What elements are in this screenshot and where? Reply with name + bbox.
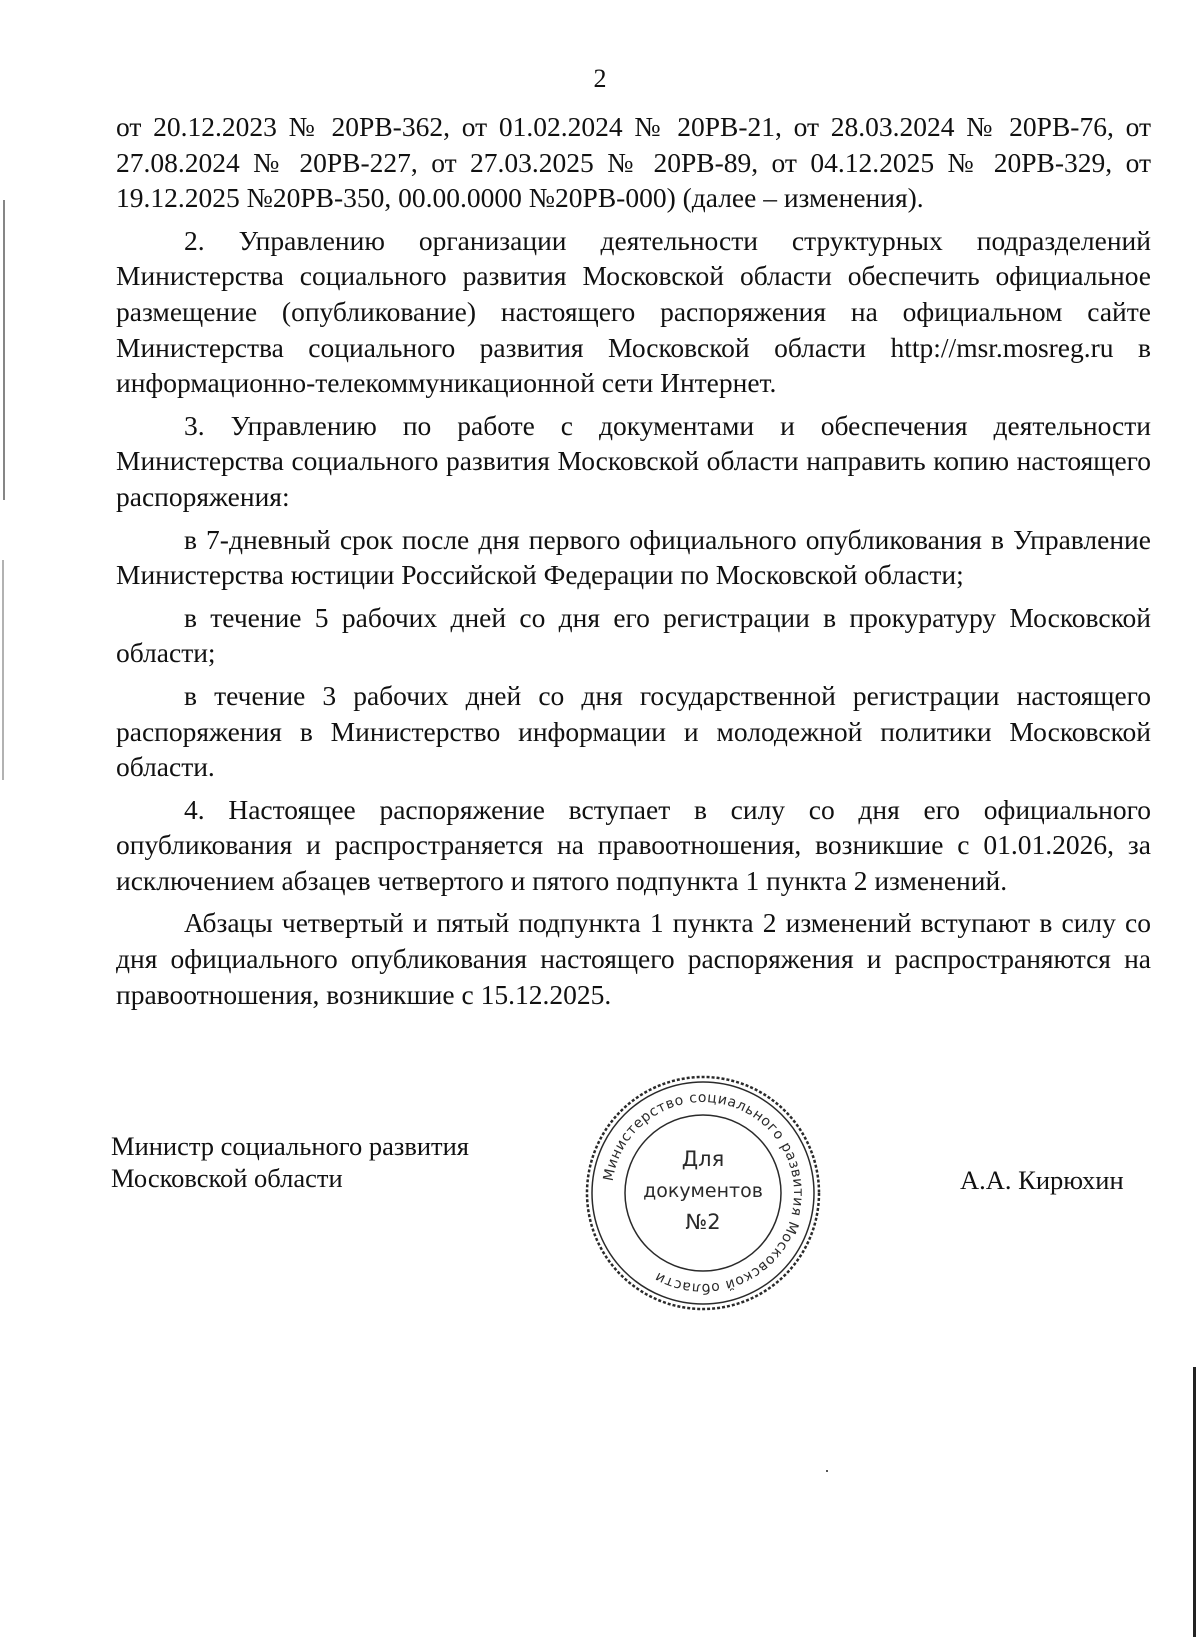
official-seal bbox=[583, 1073, 823, 1313]
signer-name: А.А. Кирюхин bbox=[960, 1165, 1124, 1195]
paragraph-item-2: 2. Управлению организации деятельности структурных подразделений Министерства социального развития Московской области обеспечить официальное размещение (опубликование) настоящего распоряжения на официальном сайте Министерства социального развития Московской области http://msr.mosreg.ru в информационно-телекоммуникационной сети Интернет. bbox=[116, 224, 1151, 399]
paragraph-item-3-subitem-3: в течение 3 рабочих дней со дня государственной регистрации настоящего распоряжения в Министерство информации и молодежной политики Московской области. bbox=[116, 679, 1151, 783]
scan-speck bbox=[826, 1470, 828, 1472]
seal-center-line-1: Для bbox=[681, 1147, 725, 1171]
paragraph-item-3: 3. Управлению по работе с документами и обеспечения деятельности Министерства социального развития Московской области направить копию настоящего распоряжения: bbox=[116, 409, 1151, 512]
page-number: 2 bbox=[593, 64, 607, 93]
paragraph-item-4-addendum: Абзацы четвертый и пятый подпункта 1 пункта 2 изменений вступают в силу со дня официального опубликования настоящего распоряжения и распространяются на правоотношения, возникшие с 15.12.2025. bbox=[116, 907, 1151, 1010]
paragraph-continuation: от 20.12.2023 № 20РВ-362, от 01.02.2024 № 20РВ-21, от 28.03.2024 № 20РВ-76, от 27.08.2024 № 20РВ-227, от 27.03.2025 № 20РВ-89, от 04.12.2025 № 20РВ-329, от 19.12.2025 №20РВ-350, 00.00.0000 №20РВ-000) (далее – изменения). bbox=[116, 111, 1151, 214]
signer-title bbox=[111, 1130, 469, 1194]
signer-title-line-2: Московской области bbox=[111, 1163, 343, 1193]
paragraph-item-3-subitem-2: в течение 5 рабочих дней со дня его регистрации в прокуратуру Московской области; bbox=[116, 601, 1151, 669]
paragraph-item-3-subitem-1: в 7-дневный срок после дня первого официального опубликования в Управление Министерства юстиции Российской Федерации по Московской области; bbox=[116, 523, 1151, 591]
scan-edge-right bbox=[1193, 1367, 1196, 1637]
paragraph-item-4: 4. Настоящее распоряжение вступает в силу со дня его официального опубликования и распространяется на правоотношения, возникшие с 01.01.2026, за исключением абзацев четвертого и пятого подпункта 1 пункта 2 изменений. bbox=[116, 793, 1151, 896]
signer-title-line-1: Министр социального развития bbox=[111, 1131, 469, 1161]
scan-edge-left bbox=[3, 200, 5, 500]
seal-ring-text: Министерство социального развития Московской области bbox=[600, 1089, 807, 1297]
document-body bbox=[116, 109, 1151, 1012]
seal-center-line-2: документов bbox=[643, 1180, 763, 1202]
seal-center-line-3: №2 bbox=[685, 1210, 721, 1234]
scan-edge-left-lower bbox=[2, 560, 4, 780]
